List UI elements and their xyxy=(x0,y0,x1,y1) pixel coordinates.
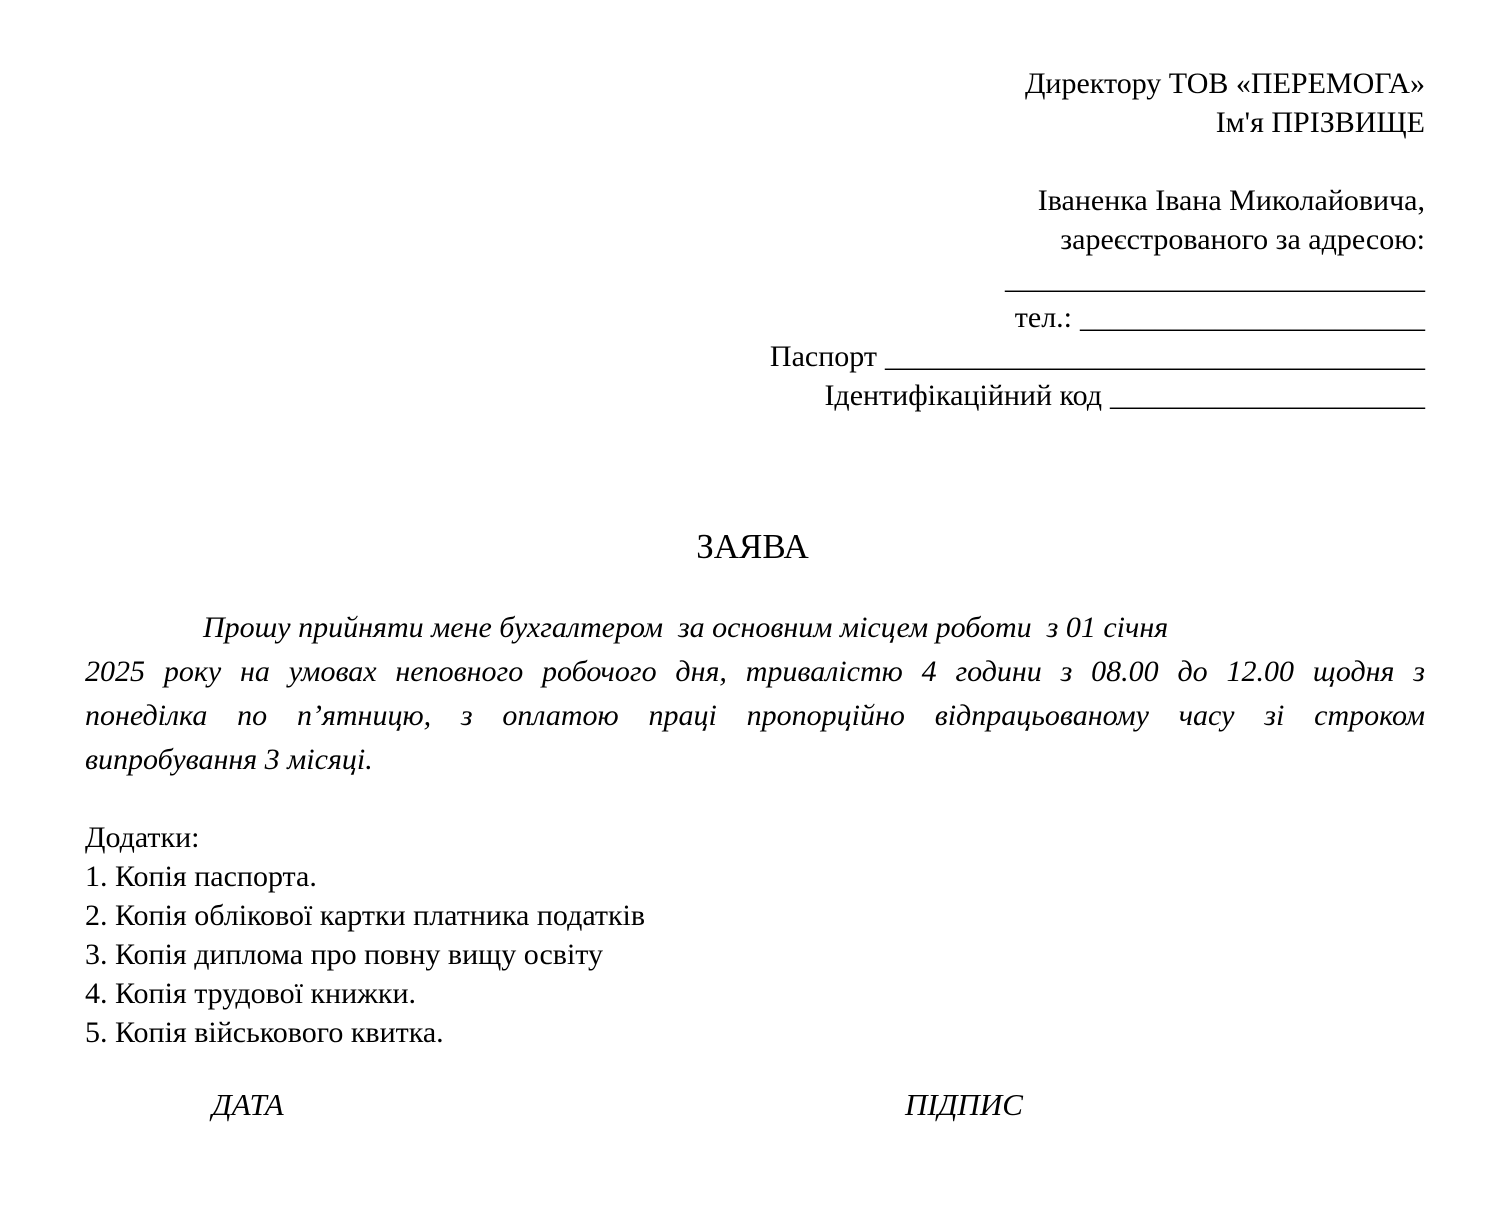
attachment-item: 4. Копія трудової книжки. xyxy=(85,977,416,1010)
tax-id-blank-field: _____________________ xyxy=(1110,379,1425,412)
attachment-item: 3. Копія диплома про повну вищу освіту xyxy=(85,938,603,971)
date-label: ДАТА xyxy=(212,1087,284,1122)
phone-line xyxy=(645,298,1425,337)
attachments-list xyxy=(85,857,1425,1052)
attachment-item: 5. Копія військового квитка. xyxy=(85,1016,444,1049)
address-blank-line xyxy=(645,259,1425,298)
passport-label: Паспорт xyxy=(769,340,877,373)
phone-label: тел.: xyxy=(1014,301,1072,334)
address-blank-field: ____________________________ xyxy=(1005,262,1425,295)
application-body xyxy=(85,606,1425,782)
attachments-section xyxy=(85,818,1425,1052)
body-line-4: випробування 3 місяці. xyxy=(85,743,373,776)
body-line-1: Прошу прийняти мене бухгалтером за основним місцем роботи з 01 січня xyxy=(203,611,1169,644)
header-spacer xyxy=(645,142,1425,181)
applicant-registered-line: зареєстрованого за адресою: xyxy=(1060,223,1425,256)
body-line-3: понеділка по п’ятницю, з оплатою праці пропорційно відпрацьованому часу зі строком xyxy=(85,699,1425,732)
document-header xyxy=(645,64,1425,415)
recipient-name: Ім'я ПРІЗВИЩЕ xyxy=(1215,106,1425,139)
phone-blank-field: _______________________ xyxy=(1080,301,1425,334)
tax-id-label: Ідентифікаційний код xyxy=(824,379,1102,412)
attachment-item: 2. Копія облікової картки платника податків xyxy=(85,899,646,932)
signature-block xyxy=(0,1087,1505,1137)
signature-label: ПІДПИС xyxy=(905,1087,1023,1122)
recipient-title: Директору ТОВ «ПЕРЕМОГА» xyxy=(1024,67,1425,100)
passport-line xyxy=(645,337,1425,376)
attachments-label: Додатки: xyxy=(85,821,200,854)
body-line-2: 2025 року на умовах неповного робочого дня, тривалістю 4 години з 08.00 до 12.00 щодня з xyxy=(85,655,1425,688)
applicant-name: Іваненка Івана Миколайовича, xyxy=(1037,184,1425,217)
document-title: ЗАЯВА xyxy=(696,527,809,566)
passport-blank-field: ____________________________________ xyxy=(885,340,1425,373)
tax-id-line xyxy=(645,376,1425,415)
attachment-item: 1. Копія паспорта. xyxy=(85,860,317,893)
